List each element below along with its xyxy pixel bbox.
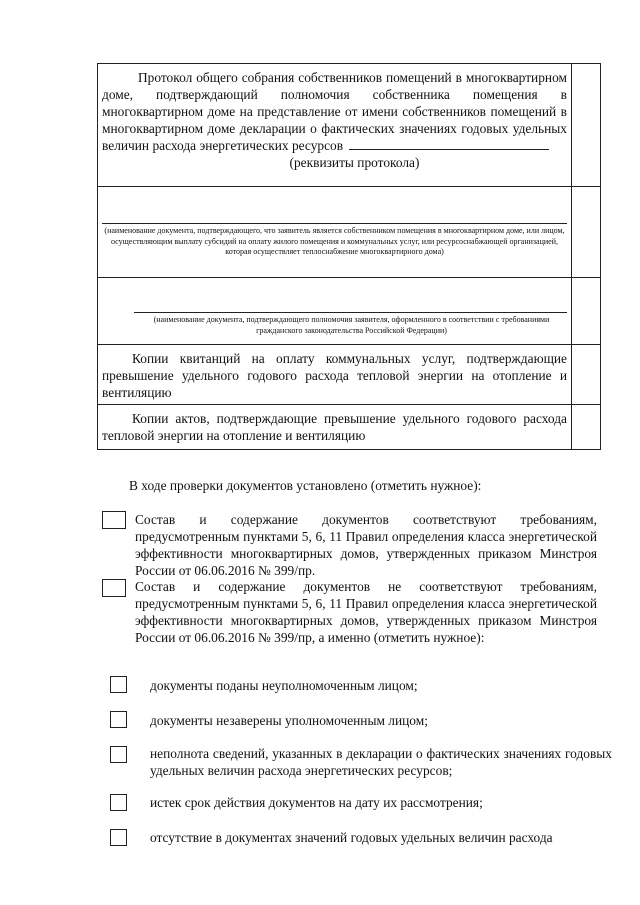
option-match-text: Состав и содержание документов соответствуют требованиям, предусмотренным пунктами 5, 6, 11 Правил определения класса энергетической эффективности многоквартирных домов, утвержденных приказом Минстроя России от 06.06.2016 № 399/пр. <box>135 512 597 578</box>
item-checkbox[interactable] <box>110 746 127 763</box>
option-mismatch-text: Состав и содержание документов не соответствуют требованиям, предусмотренным пунктами 5, 6, 11 Правил определения класса энергетической эффективности многоквартирных домов, утвержденных приказом Минстроя России от 06.06.2016 № 399/пр, а именно (отметить нужное): <box>135 579 597 645</box>
item-unauthorized-person: документы поданы неуполномоченным лицом; <box>150 678 418 693</box>
table-row-receipts <box>98 345 601 405</box>
item-checkbox[interactable] <box>110 829 127 846</box>
item-checkbox[interactable] <box>110 676 127 693</box>
acts-cell <box>98 405 572 450</box>
table-checkbox-cell[interactable] <box>572 405 601 450</box>
table-row-authority-document <box>98 278 601 345</box>
authority-document-cell <box>98 278 572 345</box>
table-checkbox-cell[interactable] <box>572 187 601 278</box>
table-checkbox-cell[interactable] <box>572 278 601 345</box>
table-row-protocol <box>98 64 601 187</box>
acts-text: Копии актов, подтверждающие превышение удельного годового расхода тепловой энергии на отопление и вентиляцию <box>102 411 567 443</box>
option-mismatch-checkbox[interactable] <box>102 579 126 597</box>
protocol-cell <box>98 64 572 187</box>
item-expired-documents: истек срок действия документов на дату их рассмотрения; <box>150 795 483 810</box>
protocol-details-line <box>349 139 549 150</box>
table-checkbox-cell[interactable] <box>572 345 601 405</box>
protocol-text: Протокол общего собрания собственников помещений в многоквартирном доме, подтверждающий полномочия собственника помещения в многоквартирном доме на представление от имени собственников помещений в многоквартирном доме декларации о фактических значениях годовых удельных величин расхода энергетических ресурсов <box>102 70 567 153</box>
item-incomplete-info: неполнота сведений, указанных в декларации о фактических значениях годовых удельных величин расхода энергетических ресурсов; <box>150 746 612 778</box>
receipts-cell <box>98 345 572 405</box>
owner-document-cell <box>98 187 572 278</box>
owner-document-caption: (наименование документа, подтверждающего, что заявитель является собственником помещения в многоквартирном доме, или лицом, осуществляющим выплату субсидий на оплату жилого помещения и коммунальных услуг, или ресурсоснабжающей организацией, которая осуществляет теплоснабжение многоквартирного дома) <box>104 226 565 256</box>
item-missing-values: отсутствие в документах значений годовых удельных величин расхода <box>150 830 553 845</box>
table-checkbox-cell[interactable] <box>572 64 601 187</box>
authority-document-caption: (наименование документа, подтверждающего полномочия заявителя, оформленного в соответствии с требованиями гражданского законодательства Российской Федерации) <box>153 315 550 335</box>
item-checkbox[interactable] <box>110 794 127 811</box>
protocol-details-caption: (реквизиты протокола) <box>289 155 420 170</box>
table-row-acts <box>98 405 601 450</box>
option-match-checkbox[interactable] <box>102 511 126 529</box>
check-result-intro: В ходе проверки документов установлено (отметить нужное): <box>129 478 482 493</box>
item-not-certified: документы незаверены уполномоченным лицом; <box>150 713 428 728</box>
table-row-owner-document <box>98 187 601 278</box>
receipts-text: Копии квитанций на оплату коммунальных услуг, подтверждающие превышение удельного годового расхода тепловой энергии на отопление и вентиляцию <box>102 351 567 400</box>
item-checkbox[interactable] <box>110 711 127 728</box>
documents-table <box>97 63 601 450</box>
